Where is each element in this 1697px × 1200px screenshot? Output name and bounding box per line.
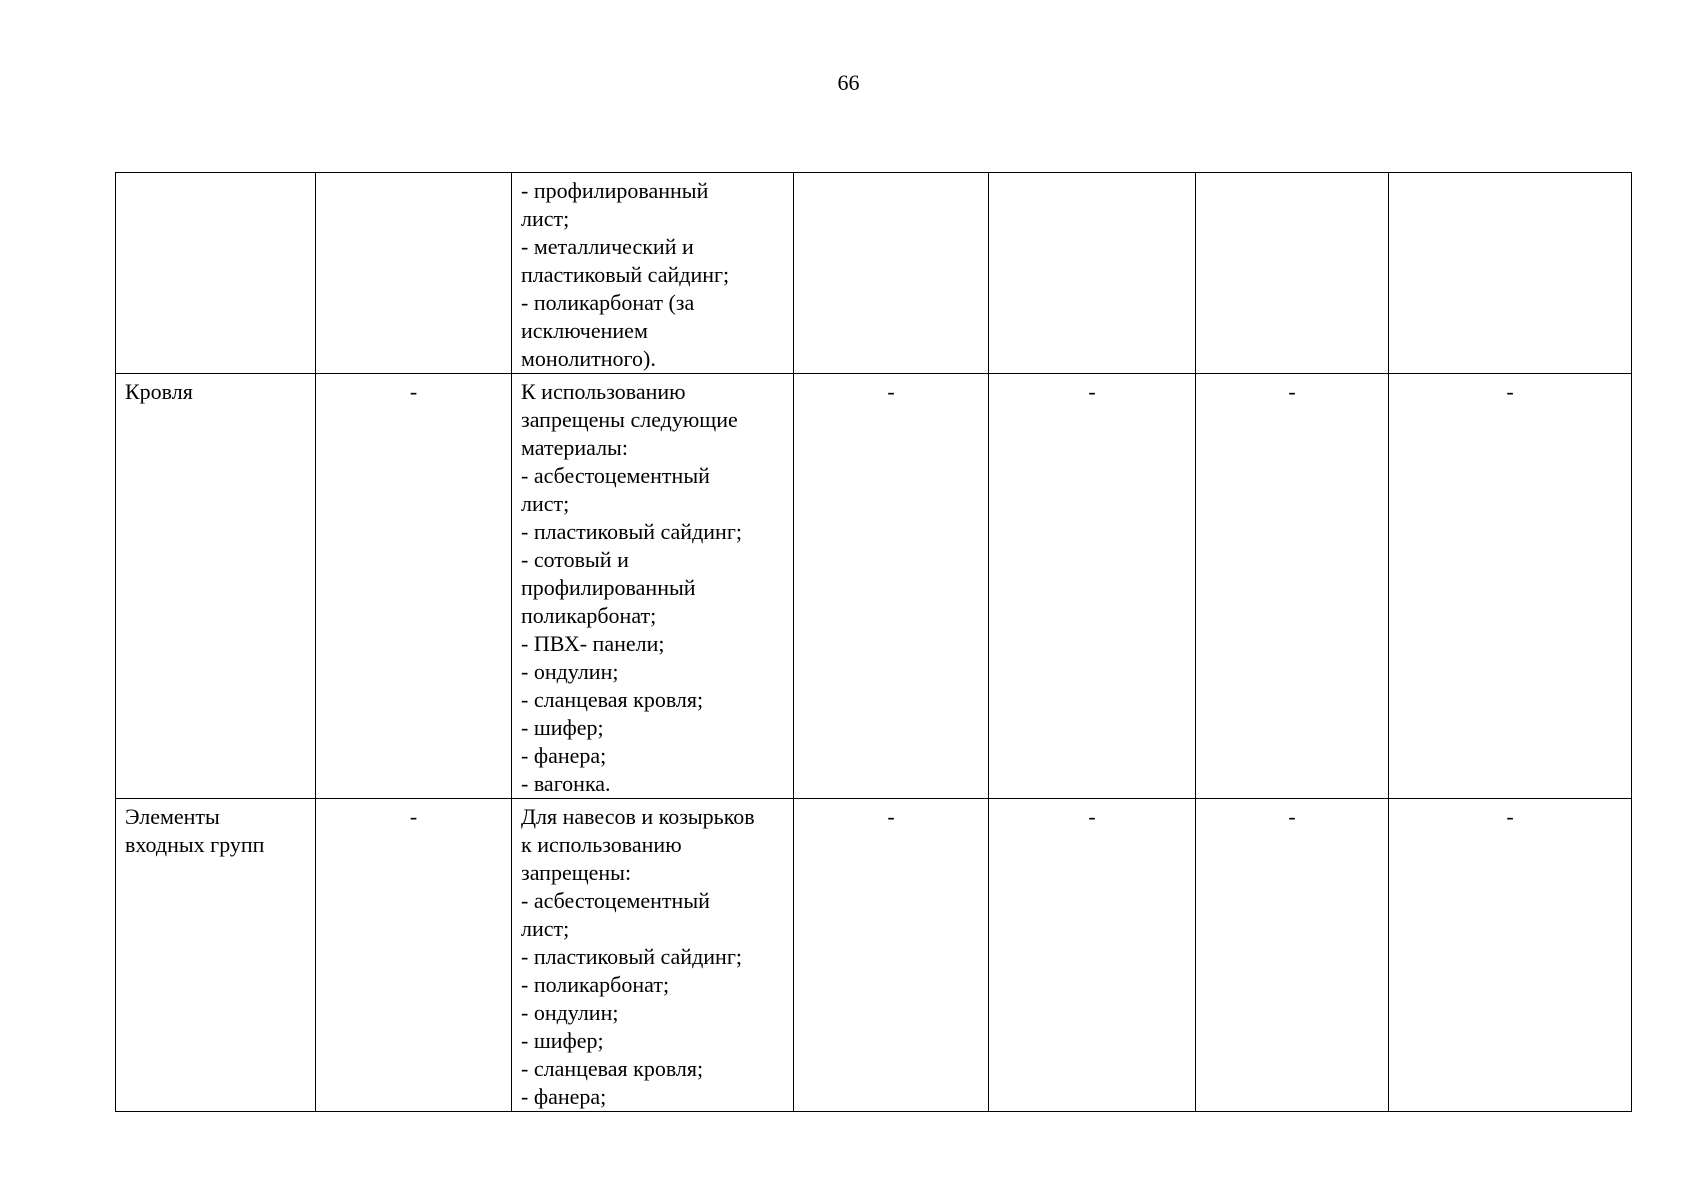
materials-line: - асбестоцементный [521,888,710,913]
materials-line: лист; [521,916,570,941]
materials-line: - поликарбонат (за [521,290,695,315]
materials-line: запрещены следующие [521,407,738,432]
table-cell [794,173,989,374]
table-row [116,799,1632,1112]
requirements-table [115,172,1632,1112]
materials-line: К использованию [521,379,686,404]
materials-line: - асбестоцементный [521,463,710,488]
materials-line: - сотовый и [521,547,629,572]
table-cell [1196,173,1389,374]
table-cell [989,173,1196,374]
materials-line: запрещены: [521,860,632,885]
materials-line: лист; [521,206,570,231]
materials-line: - фанера; [521,743,607,768]
materials-cell [512,173,794,374]
table-cell [316,173,512,374]
element-name: Кровля [125,379,193,404]
materials-line: пластиковый сайдинг; [521,262,730,287]
element-name-cell [116,799,316,1112]
table-row [116,173,1632,374]
materials-line: - профилированный [521,178,709,203]
materials-line: поликарбонат; [521,603,657,628]
materials-line: - шифер; [521,1028,604,1053]
table-cell: - [1389,799,1632,1112]
table-cell: - [794,799,989,1112]
table-cell: - [1389,374,1632,799]
table-cell: - [316,374,512,799]
materials-line: - ПВХ- панели; [521,631,665,656]
table-cell: - [989,374,1196,799]
table-cell: - [1196,799,1389,1112]
materials-line: лист; [521,491,570,516]
materials-line: - шифер; [521,715,604,740]
table-cell [1389,173,1632,374]
table-cell: - [989,799,1196,1112]
materials-line: Для навесов и козырьков [521,804,755,829]
element-name-cell [116,374,316,799]
materials-line: - ондулин; [521,1000,619,1025]
table-cell: - [794,374,989,799]
materials-line: - пластиковый сайдинг; [521,944,742,969]
materials-line: - сланцевая кровля; [521,687,704,712]
materials-line: профилированный [521,575,696,600]
table-row [116,374,1632,799]
materials-line: - фанера; [521,1084,607,1109]
page-number: 66 [837,70,860,95]
materials-cell [512,374,794,799]
materials-cell [512,799,794,1112]
materials-line: - сланцевая кровля; [521,1056,704,1081]
materials-line: - вагонка. [521,771,611,796]
table-cell: - [1196,374,1389,799]
table-cell: - [316,799,512,1112]
element-name-cell [116,173,316,374]
materials-line: материалы: [521,435,628,460]
materials-line: - поликарбонат; [521,972,670,997]
materials-line: - металлический и [521,234,694,259]
element-name: входных групп [125,832,265,857]
materials-line: исключением [521,318,648,343]
materials-line: монолитного). [521,346,656,371]
materials-line: - ондулин; [521,659,619,684]
materials-line: - пластиковый сайдинг; [521,519,742,544]
materials-line: к использованию [521,832,682,857]
element-name: Элементы [125,804,220,829]
